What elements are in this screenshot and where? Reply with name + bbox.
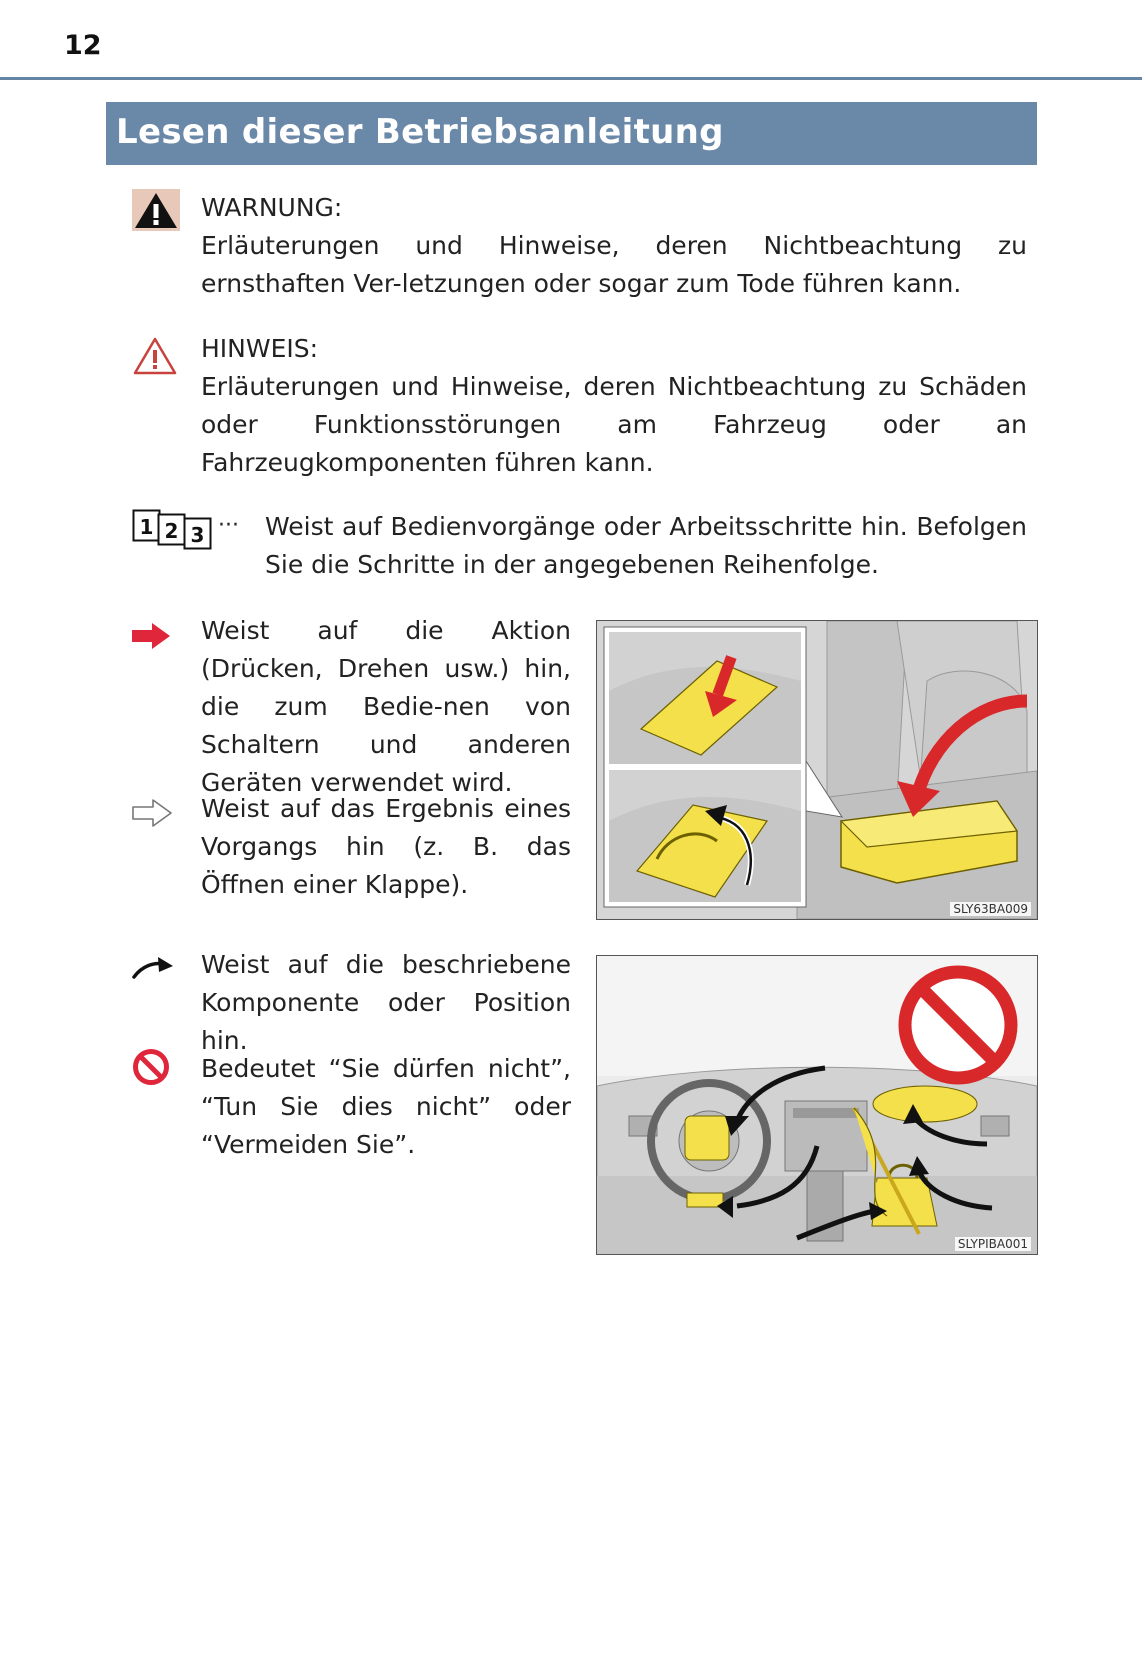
page-number: 12 xyxy=(64,30,102,61)
step-ellipsis: ··· xyxy=(218,513,239,538)
step-sequence-icon xyxy=(132,509,244,551)
notice-triangle-outline-icon xyxy=(132,336,178,380)
prohibited-icon xyxy=(132,1048,170,1090)
section-title: Lesen dieser Betriebsanleitung xyxy=(116,112,724,152)
red-arrow-icon xyxy=(132,623,170,653)
step-digit-2: 2 xyxy=(164,519,179,543)
header-rule xyxy=(0,77,1142,80)
figure-code: SLYPIBA001 xyxy=(955,1237,1031,1251)
step-digit-1: 1 xyxy=(139,515,154,539)
component-text: Weist auf die beschriebene Komponente oder Position hin. xyxy=(201,950,571,1055)
prohibited-text: Bedeutet “Sie dürfen nicht”, “Tun Sie dies nicht” oder “Vermeiden Sie”. xyxy=(201,1054,571,1159)
warning-text: Erläuterungen und Hinweise, deren Nichtbeachtung zu ernsthaften Ver-letzungen oder sogar zum Tode führen kann. xyxy=(201,231,1027,298)
action-text: Weist auf die Aktion (Drücken, Drehen usw.) hin, die zum Bedie-nen von Schaltern und anderen Geräten verwendet wird. xyxy=(201,616,571,797)
step-digit-3: 3 xyxy=(190,523,205,547)
steps-text: Weist auf Bedienvorgänge oder Arbeitsschritte hin. Befolgen Sie die Schritte in der angegebenen Reihenfolge. xyxy=(265,512,1027,579)
notice-label: HINWEIS: xyxy=(201,334,319,363)
warning-label: WARNUNG: xyxy=(201,193,343,222)
console-illustration xyxy=(596,620,1038,920)
curved-pointer-arrow-icon xyxy=(132,956,174,984)
dashboard-illustration xyxy=(596,955,1038,1255)
outline-arrow-icon xyxy=(132,799,172,831)
figure-code: SLY63BA009 xyxy=(950,902,1031,916)
notice-text: Erläuterungen und Hinweise, deren Nichtbeachtung zu Schäden oder Funktionsstörungen am Fahrzeug oder an Fahrzeugkomponenten führen kann. xyxy=(201,372,1027,477)
warning-triangle-filled-icon xyxy=(132,189,180,235)
section-title-bar xyxy=(106,102,1037,165)
result-text: Weist auf das Ergebnis eines Vorgangs hin (z. B. das Öffnen einer Klappe). xyxy=(201,794,571,899)
